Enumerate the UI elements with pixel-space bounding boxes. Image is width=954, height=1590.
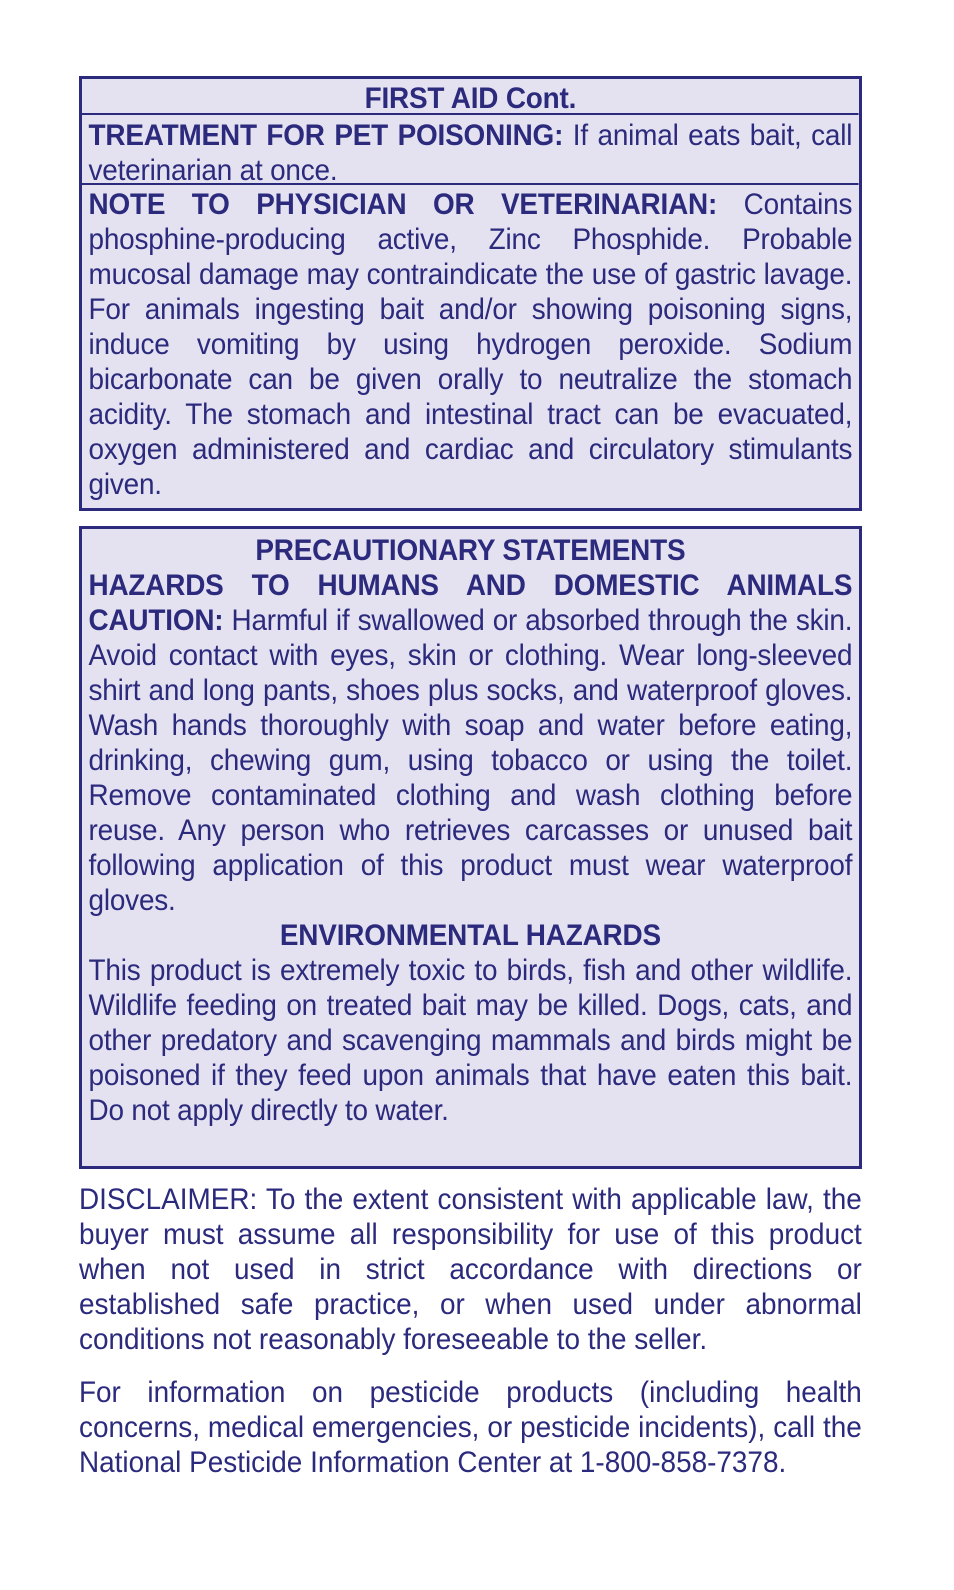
caution-label: CAUTION: <box>88 604 224 637</box>
first-aid-title: FIRST AID Cont. <box>82 79 859 115</box>
physician-note-label: NOTE TO PHYSICIAN OR VETERINARIAN: <box>88 188 718 221</box>
pet-poisoning-text: If animal eats bait, call veterinarian at once. <box>88 119 853 187</box>
pet-poisoning-label: TREATMENT FOR PET POISONING: <box>88 119 564 152</box>
physician-note-text: Contains phosphine-producing active, Zinc Phosphide. Probable mucosal damage may contraindicate the use of gastric lavage. For animals ingesting bait and/or showing poisoning signs, induce vomiting by using hydrogen peroxide. Sodium bicarbonate can be given orally to neutralize the stomach acidity. The stomach and intestinal tract can be evacuated, oxygen administered and cardiac and circulatory stimulants given. <box>88 188 853 501</box>
hazards-heading-text: HAZARDS TO HUMANS AND DOMESTIC ANIMALS <box>88 569 853 602</box>
precautionary-title: PRECAUTIONARY STATEMENTS <box>255 534 686 567</box>
caution-statement <box>82 603 859 918</box>
physician-note <box>82 185 859 502</box>
disclaimer-text: DISCLAIMER: To the extent consistent with applicable law, the buyer must assume all responsibility for use of this product when not used in strict accordance with directions or established safe practice, or when used under abnormal conditions not reasonably foreseeable to the seller. <box>79 1183 862 1356</box>
environmental-hazards-text: This product is extremely toxic to birds, fish and other wildlife. Wildlife feeding on treated bait may be killed. Dogs, cats, and other predatory and scavenging mammals and birds might be poisoned if they feed upon animals that have eaten this bait. Do not apply directly to water. <box>88 954 853 1127</box>
precautionary-panel <box>79 526 862 1169</box>
pet-poisoning-treatment <box>82 115 859 185</box>
npic-text: For information on pesticide products (including health concerns, medical emergencies, or pesticide incidents), call the National Pesticide Information Center at 1-800-858-7378. <box>79 1376 862 1479</box>
disclaimer <box>79 1182 862 1357</box>
environmental-hazards-heading: ENVIRONMENTAL HAZARDS <box>279 919 661 952</box>
caution-text: Harmful if swallowed or absorbed through the skin. Avoid contact with eyes, skin or clothing. Wear long-sleeved shirt and long pants, shoes plus socks, and waterproof gloves. Wash hands thoroughly with soap and water before eating, drinking, chewing gum, using tobacco or using the toilet. Remove contaminated clothing and wash clothing before reuse. Any person who retrieves carcasses or unused bait following application of this product must wear waterproof gloves. <box>88 604 853 917</box>
npic-info <box>79 1375 862 1480</box>
hazards-heading <box>82 568 859 603</box>
first-aid-panel <box>79 76 862 511</box>
